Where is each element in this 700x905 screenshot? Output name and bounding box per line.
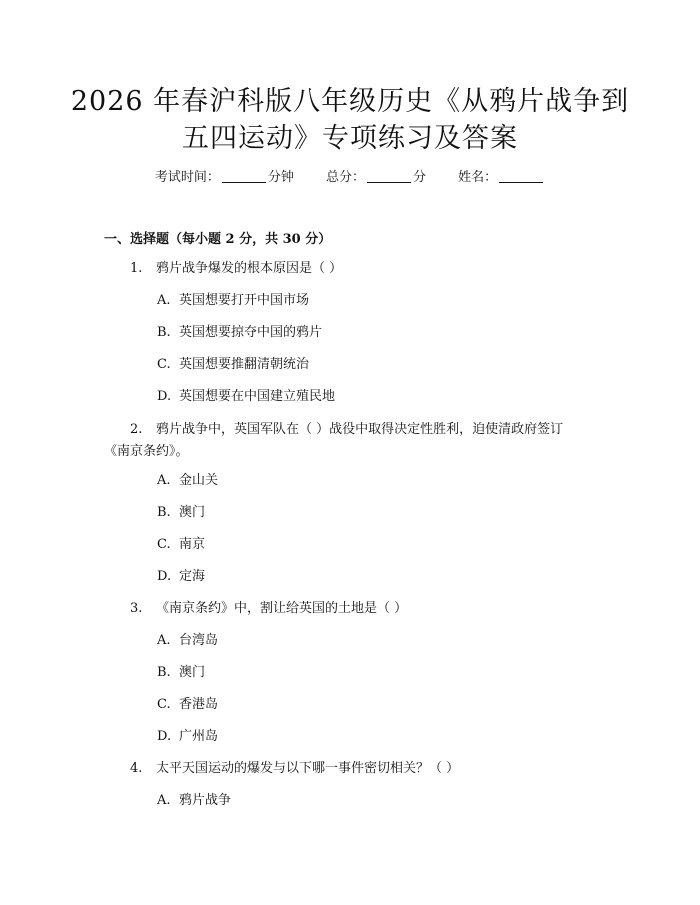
question-number: 4.: [130, 761, 143, 776]
exam-info-row: [0, 168, 700, 188]
document-title-line-2: 五四运动》专项练习及答案: [182, 123, 518, 154]
question-2-option-b: [157, 503, 205, 523]
option-text: 鸦片战争: [179, 793, 232, 808]
question-text: 《南京条约》中，割让给英国的土地是（ ）: [156, 601, 408, 616]
exam-time-label: 考试时间：: [154, 170, 220, 185]
option-letter: A.: [157, 473, 171, 488]
option-text: 英国想要在中国建立殖民地: [179, 389, 336, 404]
student-name-label: 姓名：: [458, 170, 498, 185]
question-number: 3.: [130, 601, 143, 616]
question-2-line-1: [104, 419, 609, 441]
option-letter: A.: [157, 633, 171, 648]
option-letter: C.: [157, 537, 171, 552]
option-letter: A.: [157, 793, 171, 808]
option-text: 金山关: [179, 473, 219, 488]
question-2-option-d: [157, 567, 205, 587]
question-1-option-b: [157, 323, 322, 343]
option-text: 广州岛: [179, 729, 219, 744]
section-heading-multiple-choice: 一、选择题（每小题 2 分，共 30 分）: [104, 232, 332, 247]
option-letter: C.: [157, 697, 171, 712]
question-text: 鸦片战争中，英国军队在（ ）战役中取得决定性胜利，迫使清政府签订: [156, 422, 564, 437]
question-2-option-c: [157, 535, 205, 555]
option-text: 香港岛: [179, 697, 219, 712]
student-name-field: [458, 168, 545, 188]
total-score-blank: [367, 169, 411, 183]
question-number: 2.: [130, 422, 143, 437]
option-text: 台湾岛: [179, 633, 219, 648]
option-text: 英国想要掠夺中国的鸦片: [179, 325, 323, 340]
option-letter: D.: [157, 569, 172, 584]
student-name-blank: [499, 169, 543, 183]
option-text: 澳门: [179, 665, 206, 680]
question-2-line-2: 《南京条约》。: [104, 444, 189, 459]
option-text: 英国想要推翻清朝统治: [179, 357, 310, 372]
document-title-line-1: 2026 年春沪科版八年级历史《从鸦片战争到: [70, 86, 630, 117]
question-2: [104, 419, 609, 463]
question-4-option-a: [157, 791, 231, 811]
exam-time-blank: [222, 169, 266, 183]
question-2-option-a: [157, 471, 218, 491]
option-text: 英国想要打开中国市场: [179, 293, 310, 308]
question-3-option-b: [157, 663, 205, 683]
question-3-option-d: [157, 727, 218, 747]
question-text: 太平天国运动的爆发与以下哪一事件密切相关？（ ）: [156, 761, 460, 776]
option-letter: B.: [157, 665, 171, 680]
option-letter: B.: [157, 325, 171, 340]
question-text: 鸦片战争爆发的根本原因是（ ）: [156, 261, 343, 276]
option-letter: C.: [157, 357, 171, 372]
exam-time-field: [155, 168, 294, 188]
option-text: 定海: [179, 569, 206, 584]
question-1-option-a: [157, 291, 309, 311]
question-1-option-d: [157, 387, 335, 407]
question-1: [104, 258, 609, 280]
option-letter: A.: [157, 293, 171, 308]
total-score-unit: 分: [413, 170, 427, 185]
option-letter: B.: [157, 505, 171, 520]
question-number: 1.: [130, 261, 143, 276]
question-3-option-a: [157, 631, 218, 651]
option-text: 澳门: [179, 505, 206, 520]
total-score-field: [326, 168, 426, 188]
option-letter: D.: [157, 389, 172, 404]
question-4: [104, 758, 609, 780]
option-letter: D.: [157, 729, 172, 744]
total-score-label: 总分：: [325, 170, 365, 185]
question-1-option-c: [157, 355, 309, 375]
question-3: [104, 598, 609, 620]
exam-time-unit: 分钟: [267, 170, 294, 185]
question-3-option-c: [157, 695, 218, 715]
option-text: 南京: [179, 537, 206, 552]
